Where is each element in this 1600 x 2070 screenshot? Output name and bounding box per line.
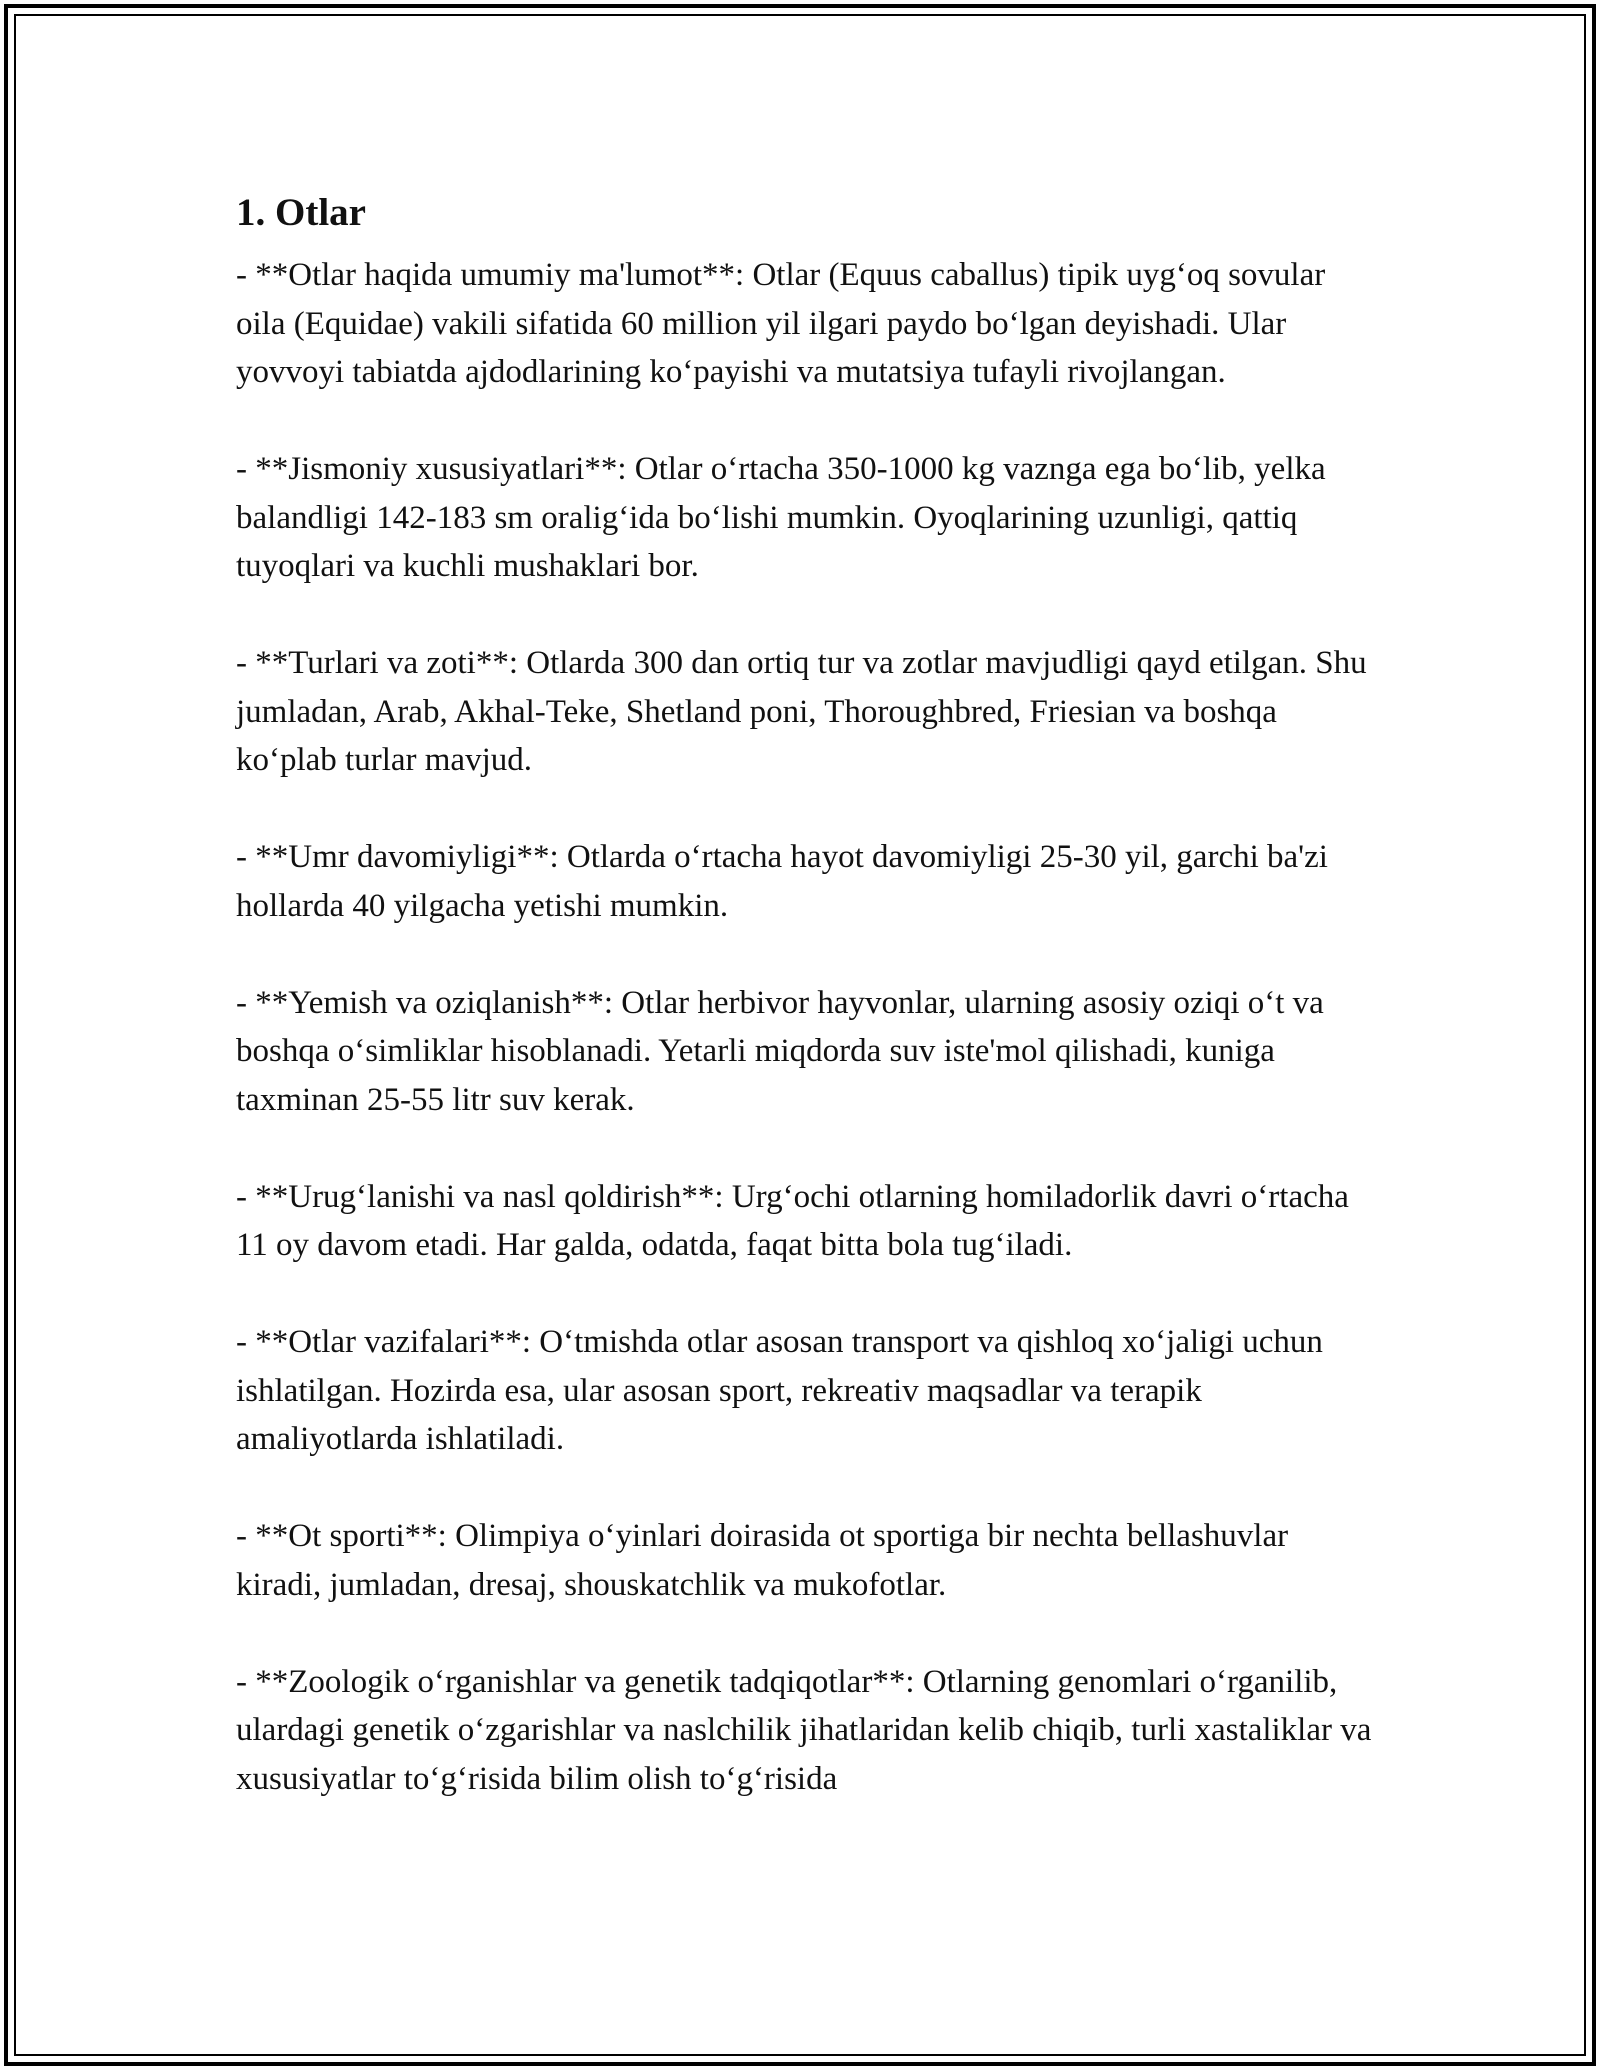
document-page — [236, 185, 1376, 1852]
paragraph-roles: - **Otlar vazifalari**: O‘tmishda otlar asosan transport va qishloq xo‘jaligi uchun ishlatilgan. Hozirda esa, ular asosan sport, rekreativ maqsadlar va terapik amaliyotlarda ishlatiladi. — [236, 1324, 1323, 1457]
paragraph-general-info: - **Otlar haqida umumiy ma'lumot**: Otlar (Equus caballus) tipik uyg‘oq sovular oila (Equidae) vakili sifatida 60 million yil ilgari paydo bo‘lgan deyishadi. Ular yovvoyi tabiatda ajdodlarining ko‘payishi va mutatsiya tufayli rivojlangan. — [236, 257, 1326, 390]
paragraph-physical-traits: - **Jismoniy xususiyatlari**: Otlar o‘rtacha 350-1000 kg vaznga ega bo‘lib, yelka balandligi 142-183 sm oralig‘ida bo‘lishi mumkin. Oyoqlarining uzunligi, qattiq tuyoqlari va kuchli mushaklari bor. — [236, 451, 1326, 584]
paragraph-equestrian-sport: - **Ot sporti**: Olimpiya o‘yinlari doirasida ot sportiga bir nechta bellashuvlar kiradi, jumladan, dresaj, shouskatchlik va mukofotlar. — [236, 1518, 1289, 1603]
paragraph-lifespan: - **Umr davomiyligi**: Otlarda o‘rtacha hayot davomiyligi 25-30 yil, garchi ba'zi hollarda 40 yilgacha yetishi mumkin. — [236, 839, 1328, 924]
paragraph-reproduction: - **Urug‘lanishi va nasl qoldirish**: Urg‘ochi otlarning homiladorlik davri o‘rtacha 11 oy davom etadi. Har galda, odatda, faqat bitta bola tug‘iladi. — [236, 1178, 1349, 1263]
paragraph-diet: - **Yemish va oziqlanish**: Otlar herbivor hayvonlar, ularning asosiy oziqi o‘t va boshqa o‘simliklar hisoblanadi. Yetarli miqdorda suv iste'mol qilishadi, kuniga taxminan 25-55 litr suv kerak. — [236, 984, 1324, 1118]
paragraph-breeds: - **Turlari va zoti**: Otlarda 300 dan ortiq tur va zotlar mavjudligi qayd etilgan. Shu jumladan, Arab, Akhal-Teke, Shetland poni, Thoroughbred, Friesian va boshqa ko‘plab turlar mavjud. — [236, 645, 1367, 778]
paragraph-genetic-research: - **Zoologik o‘rganishlar va genetik tadqiqotlar**: Otlarning genomlari o‘rganilib, ulardagi genetik o‘zgarishlar va naslchilik jihatlaridan kelib chiqib, turli xastaliklar va xususiyatlar to‘g‘risida bilim olish to‘g‘risida — [236, 1663, 1372, 1797]
section-title: 1. Otlar — [236, 191, 366, 234]
